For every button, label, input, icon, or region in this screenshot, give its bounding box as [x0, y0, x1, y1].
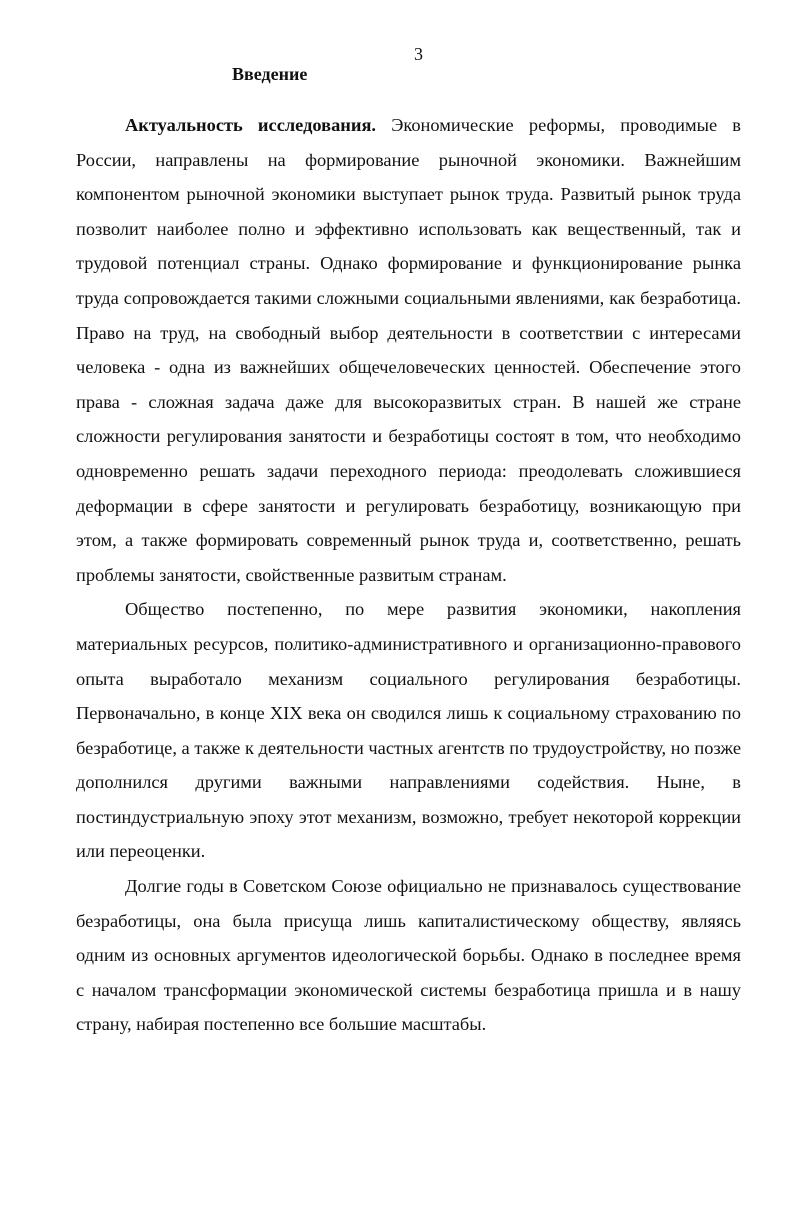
paragraph-society: Общество постепенно, по мере развития экономики, накопления материальных ресурсов, политико-административного и организационно-правового опыта выработало механизм социального регулирования безработицы. Первоначально, в конце XIX века он сводился лишь к социальному страхованию по безработице, а также к деятельности частных агентств по трудоустройству, но позже дополнился другими важными направлениями содействия. Ныне, в постиндустриальную эпоху этот механизм, возможно, требует некоторой коррекции или переоценки. — [76, 599, 741, 862]
document-body — [76, 108, 741, 1042]
paragraph-soviet-union: Долгие годы в Советском Союзе официально не признавалось существование безработицы, она была присуща лишь капиталистическому обществу, являясь одним из основных аргументов идеологической борьбы. Однако в последнее время с началом трансформации экономической системы безработица пришла и в нашу страну, набирая постепенно все большие масштабы. — [76, 876, 741, 1035]
page-number: 3 — [414, 44, 423, 64]
paragraph-text: Экономические реформы, проводимые в России, направлены на формирование рыночной экономики. Важнейшим компонентом рыночной экономики выступает рынок труда. Развитый рынок труда позволит наиболее полно и эффективно использовать как вещественный, так и трудовой потенциал страны. Однако формирование и функционирование рынка труда сопровождается такими сложными социальными явлениями, как безработица. Право на труд, на свободный выбор деятельности в соответствии с интересами человека - одна из важнейших общечеловеческих ценностей. Обеспечение этого права - сложная задача даже для высокоразвитых стран. В нашей же стране сложности регулирования занятости и безработицы состоят в том, что необходимо одновременно решать задачи переходного периода: преодолевать сложившиеся деформации в сфере занятости и регулировать безработицу, возникающую при этом, а также формировать современный рынок труда и, соответственно, решать проблемы занятости, свойственные развитым странам. — [76, 115, 741, 585]
paragraph-lead: Актуальность исследования. — [125, 115, 377, 135]
paragraph-relevance — [76, 108, 741, 592]
page-title: Введение — [232, 64, 308, 84]
